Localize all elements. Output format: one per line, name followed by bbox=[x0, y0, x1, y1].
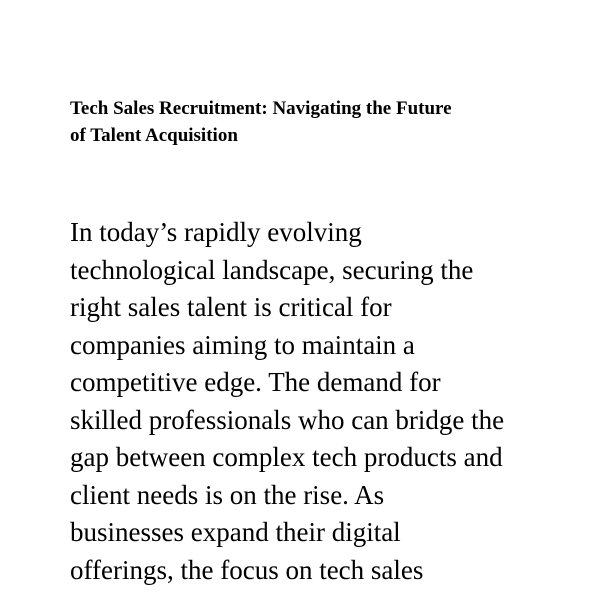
body-line: companies aiming to maintain a bbox=[70, 329, 415, 360]
body-line: client needs is on the rise. As bbox=[70, 479, 385, 510]
body-line: gap between complex tech products and bbox=[70, 442, 503, 472]
body-line: offerings, the focus on tech sales bbox=[70, 554, 424, 585]
body-line: competitive edge. The demand for bbox=[70, 367, 441, 397]
title-line: of Talent Acquisition bbox=[70, 125, 238, 146]
document-title bbox=[70, 95, 540, 149]
body-line: right sales talent is critical for bbox=[70, 292, 392, 322]
body-line: In today’s rapidly evolving bbox=[70, 217, 362, 247]
body-line: skilled professionals who can bridge the bbox=[70, 404, 505, 435]
body-line: technological landscape, securing the bbox=[70, 254, 474, 285]
title-line: Tech Sales Recruitment: Navigating the Future bbox=[70, 98, 452, 119]
body-paragraph bbox=[70, 214, 540, 589]
body-line: businesses expand their digital bbox=[70, 517, 401, 547]
